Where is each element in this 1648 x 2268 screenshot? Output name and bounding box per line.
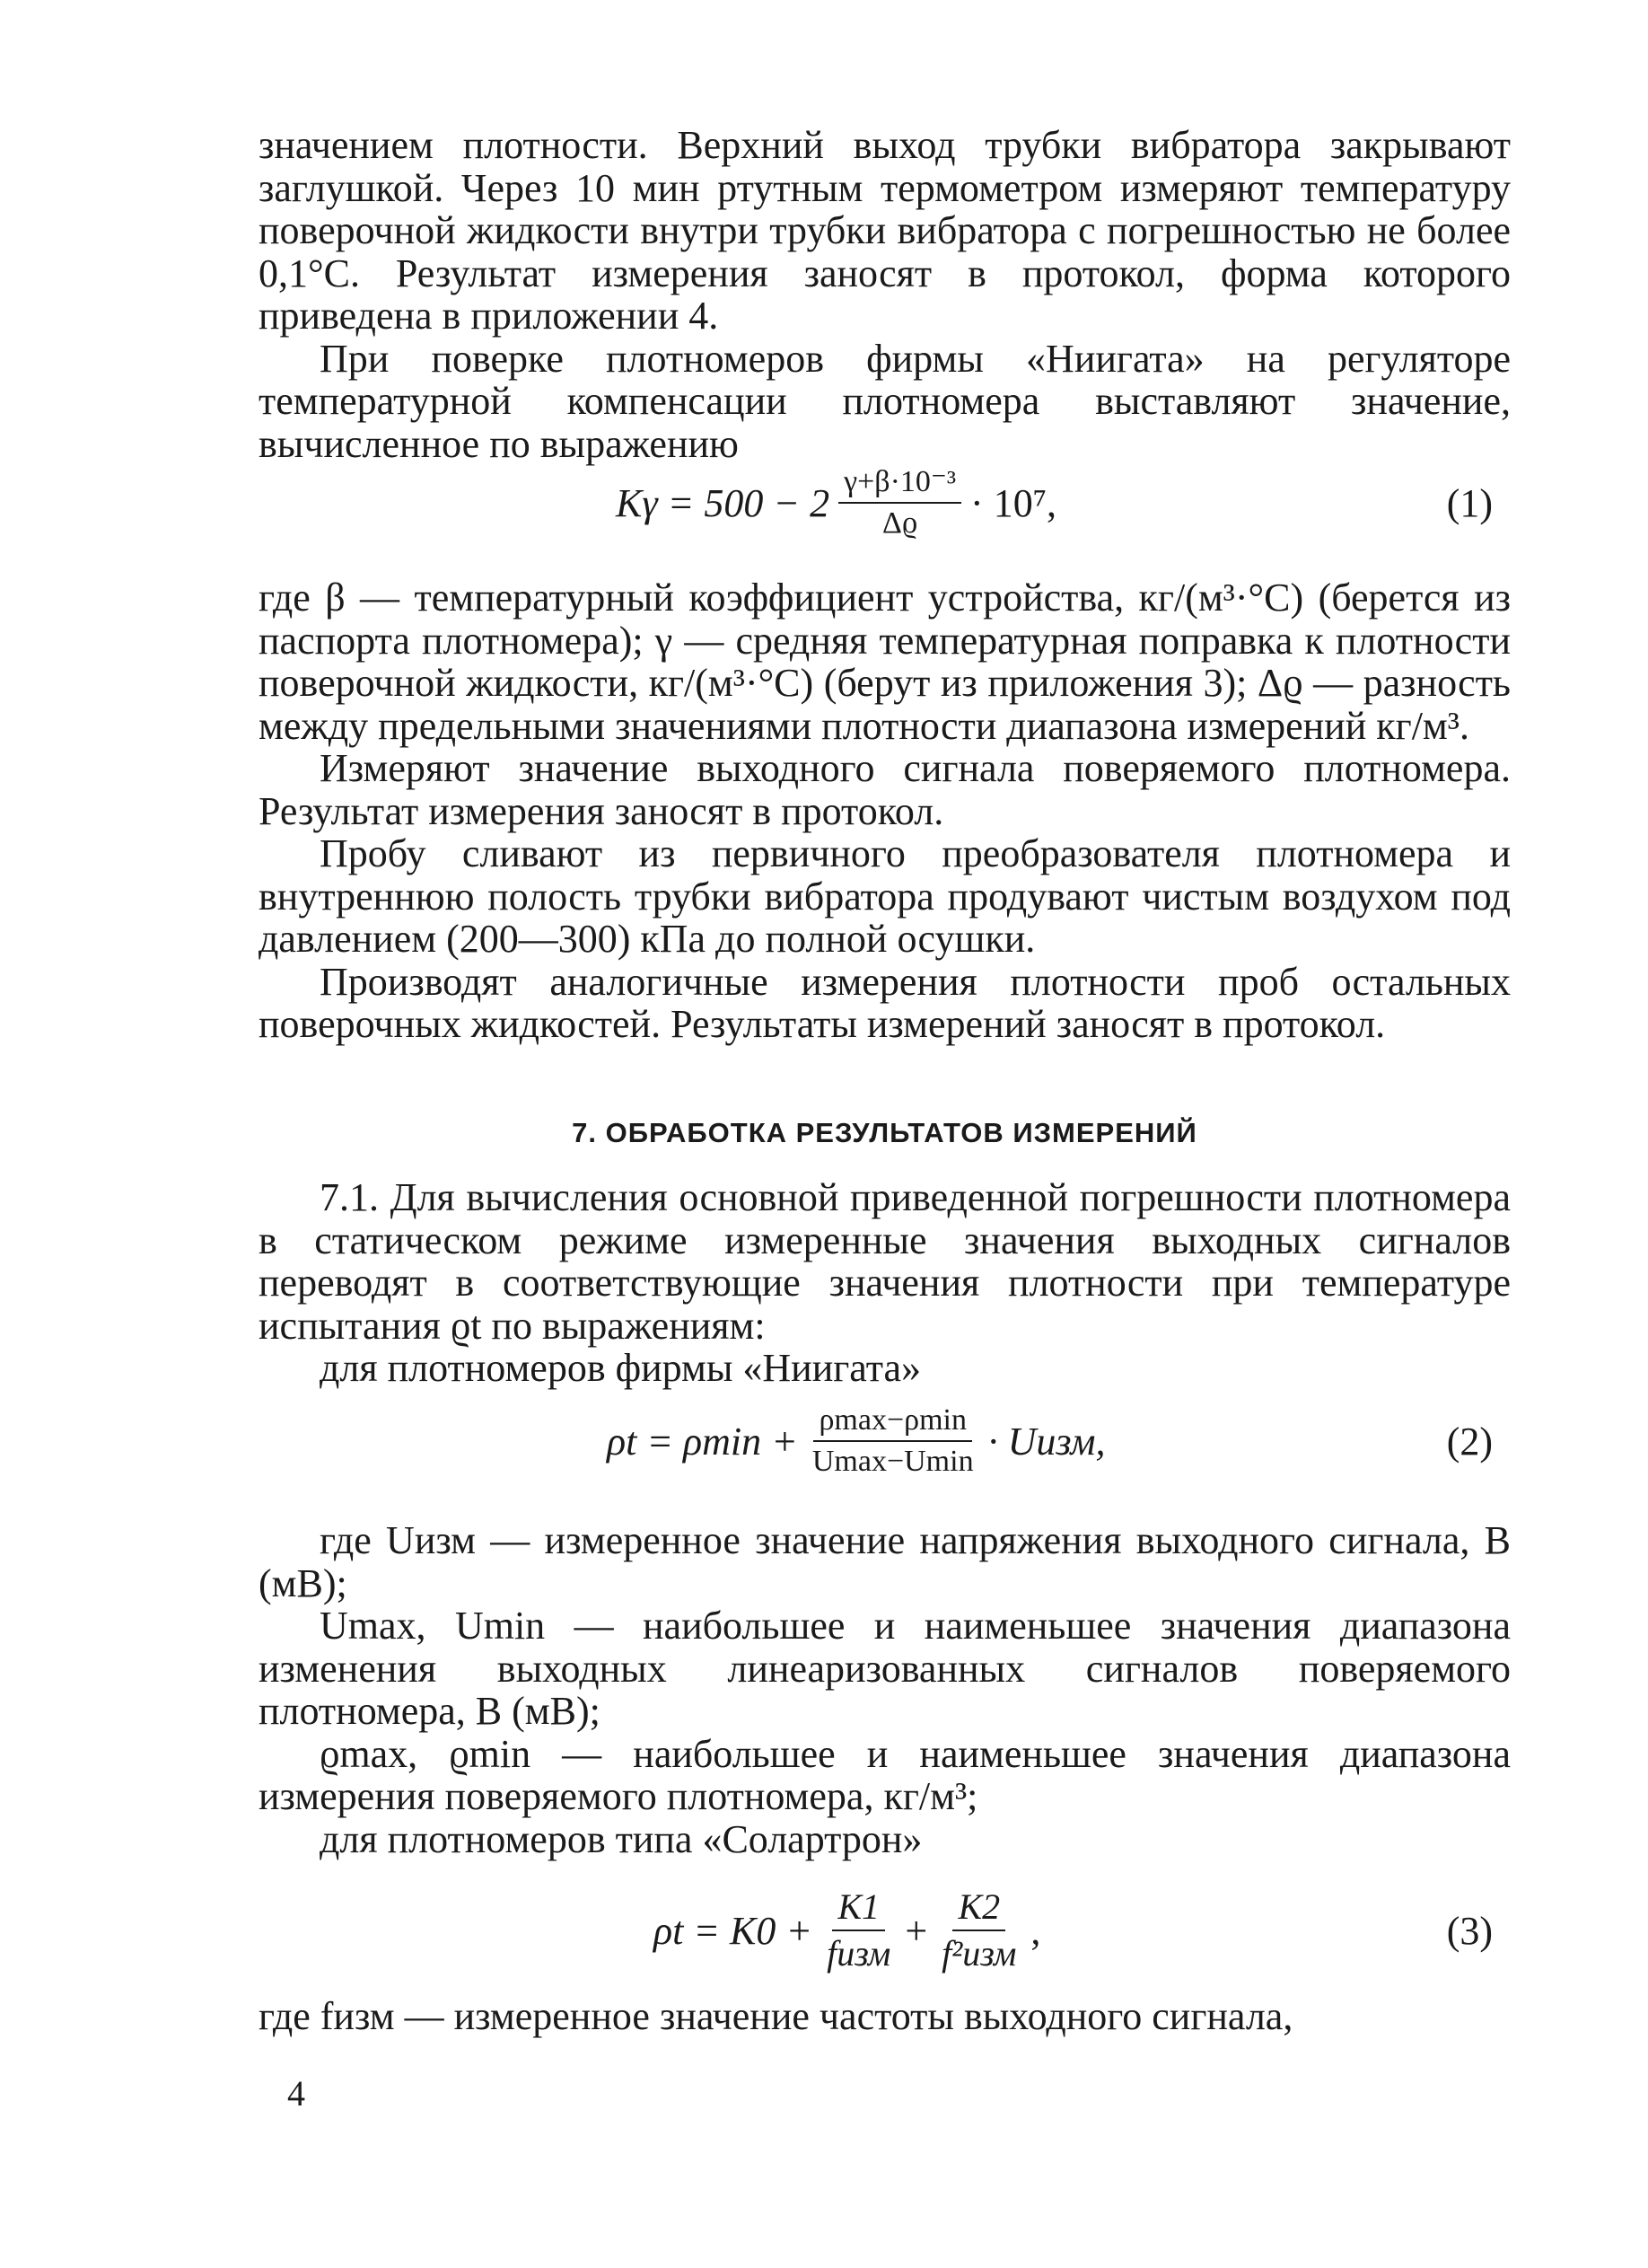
formula-2-numerator: ρmax−ρmin — [813, 1402, 972, 1442]
formula-3-frac1-numerator: K1 — [832, 1886, 885, 1931]
page-number: 4 — [287, 2073, 305, 2114]
formula-1-numerator: γ+β·10⁻³ — [838, 464, 961, 504]
formula-1-tail: · 10⁷, — [970, 480, 1057, 525]
formula-3-fraction-2 — [936, 1886, 1021, 1974]
paragraph-5: Пробу сливают из первичного преобразователя плотномера и внутреннюю полость трубки вибратора продувают чистым воздухом под давлением (200—300) кПа до полной осушки. — [259, 831, 1511, 961]
text-block-definitions — [259, 1519, 1511, 1860]
formula-2-number: (2) — [1446, 1419, 1493, 1464]
formula-1-number: (1) — [1446, 480, 1493, 525]
formula-3-frac1-denominator: fизм — [827, 1933, 891, 1974]
formula-3-plus: + — [905, 1908, 928, 1953]
formula-2-denominator: Umax−Umin — [811, 1445, 974, 1478]
formula-2 — [259, 1383, 1511, 1499]
formula-3 — [259, 1872, 1511, 1989]
formula-1 — [259, 444, 1511, 561]
paragraph-8: для плотномеров фирмы «Ниигата» — [320, 1346, 921, 1390]
formula-3-lhs: ρt = K0 + — [653, 1908, 813, 1953]
paragraph-7: 7.1. Для вычисления основной приведенной погрешности плотномера в статическом режиме измеренные значения выходных сигналов переводят в соответствующие значения плотности при температуре испытания ϱt по выражениям: — [259, 1175, 1511, 1348]
formula-3-frac2-denominator: f²изм — [942, 1933, 1017, 1974]
paragraph-12: для плотномеров типа «Солартрон» — [320, 1816, 923, 1861]
paragraph-10: Umax, Umin — наибольшее и наименьшее значения диапазона изменения выходных линеаризованных сигналов поверяемого плотномера, В (мВ); — [259, 1604, 1511, 1733]
formula-3-number: (3) — [1446, 1908, 1493, 1953]
text-block-middle — [259, 576, 1511, 1046]
paragraph-4: Измеряют значение выходного сигнала поверяемого плотномера. Результат измерения заносят в протокол. — [259, 746, 1511, 833]
paragraph-9: где Uизм — измеренное значение напряжения выходного сигнала, В (мВ); — [259, 1518, 1511, 1605]
paragraph-13: где fизм — измеренное значение частоты выходного сигнала, — [259, 1994, 1293, 2038]
section-heading: 7. ОБРАБОТКА РЕЗУЛЬТАТОВ ИЗМЕРЕНИЙ — [572, 1117, 1197, 1148]
text-block-top — [259, 124, 1511, 465]
paragraph-6: Производят аналогичные измерения плотности проб остальных поверочных жидкостей. Результаты измерений заносят в протокол. — [259, 959, 1511, 1046]
formula-2-tail: · Uизм, — [987, 1419, 1106, 1464]
paragraph-11: ϱmax, ϱmin — наибольшее и наименьшее значения диапазона измерения поверяемого плотномера, кг/м³; — [259, 1731, 1511, 1818]
formula-2-fraction — [807, 1402, 979, 1480]
text-block-section — [259, 1176, 1511, 1390]
paragraph-3: где β — температурный коэффициент устройства, кг/(м³·°С) (берется из паспорта плотномера); γ — средняя температурная поправка к плотности поверочной жидкости, кг/(м³·°С) (берут из приложения 3); Δϱ — разность между предельными значениями плотности диапазона измерений кг/м³. — [259, 576, 1511, 748]
formula-1-denominator: Δϱ — [881, 506, 918, 540]
formula-3-tail: , — [1030, 1908, 1041, 1953]
text-block-bottom — [259, 1995, 1511, 2038]
paragraph-1: значением плотности. Верхний выход трубки вибратора закрывают заглушкой. Через 10 мин ртутным термометром измеряют температуру поверочной жидкости внутри трубки вибратора с погрешностью не более 0,1°С. Результат измерения заносят в протокол, форма которого приведена в приложении 4. — [259, 123, 1511, 338]
formula-1-lhs: Kγ = 500 − 2 — [616, 480, 830, 525]
formula-3-frac2-numerator: K2 — [952, 1886, 1005, 1931]
formula-1-fraction — [838, 464, 961, 541]
formula-2-lhs: ρt = ρmin + — [607, 1419, 798, 1464]
paragraph-2: При поверке плотномеров фирмы «Ниигата» на регуляторе температурной компенсации плотномера выставляют значение, вычисленное по выражению — [259, 336, 1511, 466]
formula-3-fraction-1 — [821, 1886, 896, 1974]
